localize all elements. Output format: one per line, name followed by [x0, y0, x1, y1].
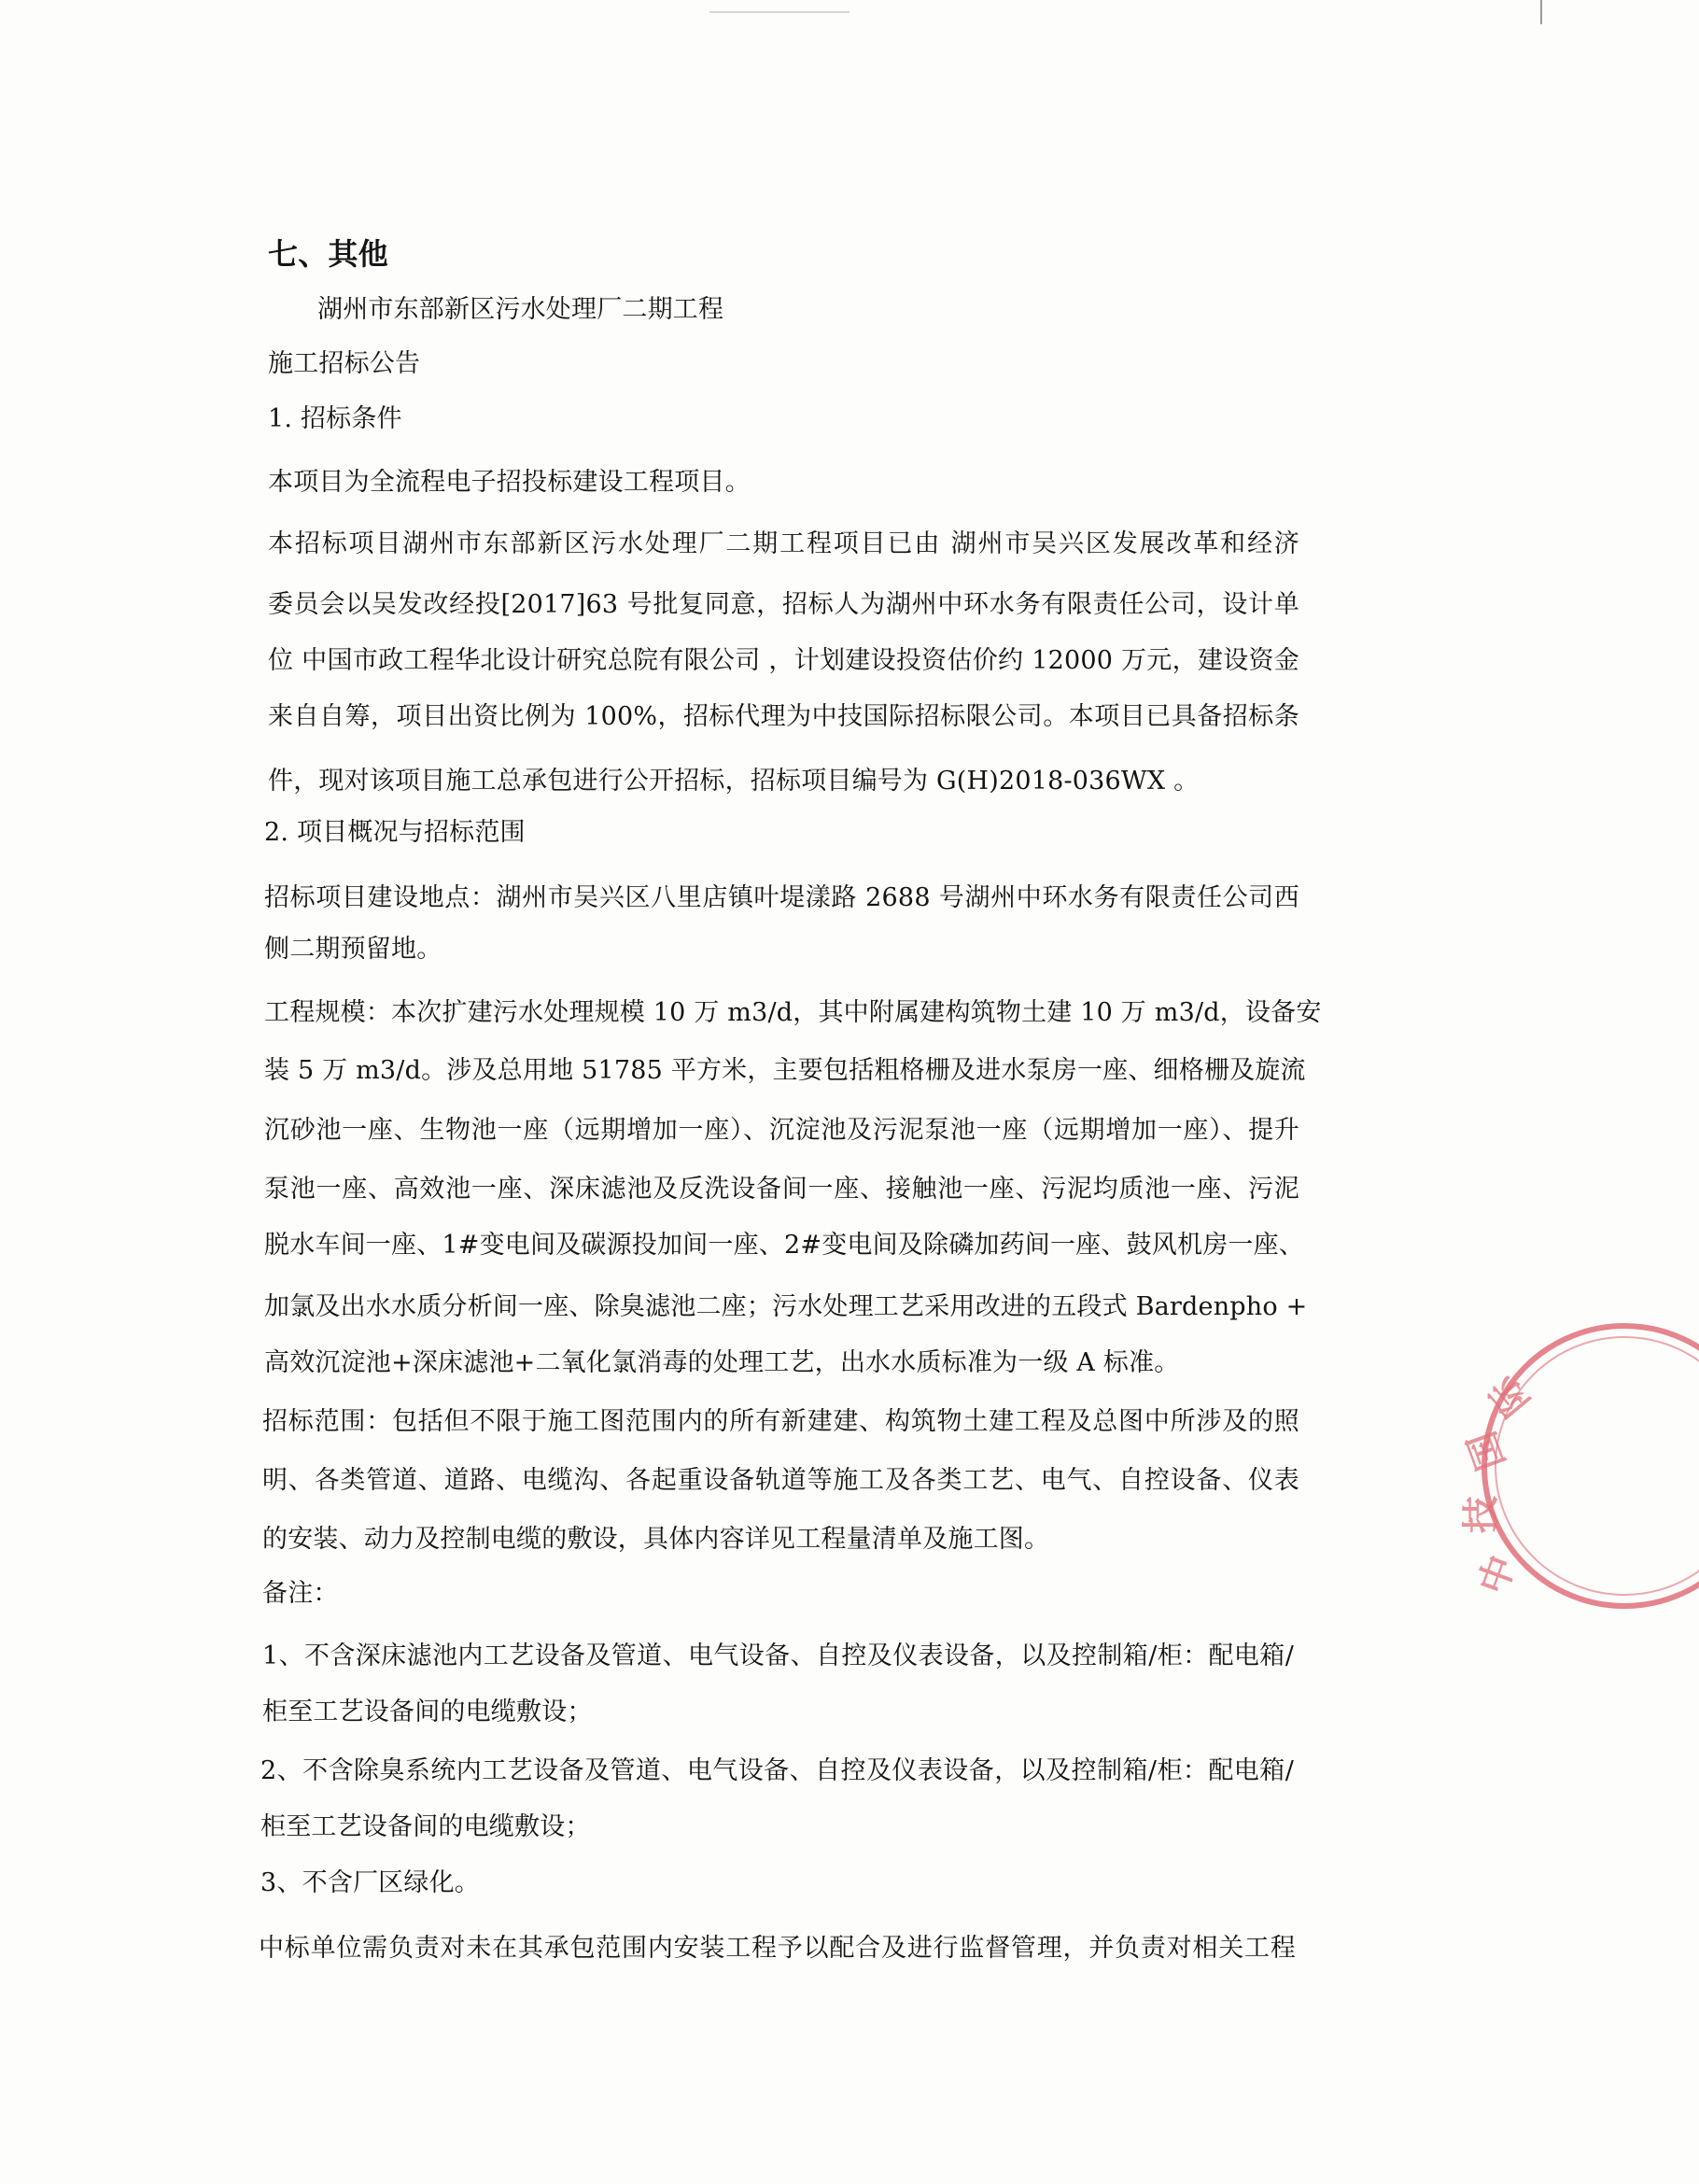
remark-line: 柜至工艺设备间的电缆敷设；	[260, 1812, 591, 1841]
svg-text:国: 国	[1460, 1425, 1514, 1476]
paragraph-line: 侧二期预留地。	[264, 935, 442, 964]
paragraph-line: 位 中国市政工程华北设计研究总院有限公司 ，计划建设投资估价约 12000 万元，建设资金	[268, 646, 1299, 675]
paragraph-line: 泵池一座、高效池一座、深床滤池及反洗设备间一座、接触池一座、污泥均质池一座、污泥	[264, 1175, 1299, 1204]
remark-line: 3、不含厂区绿化。	[260, 1868, 480, 1897]
seal-stamp	[1460, 1317, 1699, 1625]
project-name: 湖州市东部新区污水处理厂二期工程	[317, 295, 724, 324]
paragraph-line: 工程规模：本次扩建污水处理规模 10 万 m3/d，其中附属建构筑物土建 10 万 m3/d，设备安	[264, 998, 1322, 1027]
paragraph-line: 本招标项目湖州市东部新区污水处理厂二期工程项目已由 湖州市吴兴区发展改革和经济	[268, 529, 1299, 558]
svg-text:技: 技	[1460, 1496, 1503, 1533]
section-heading: 1. 招标条件	[268, 404, 402, 433]
section-title: 七、其他	[268, 236, 388, 272]
paragraph-line: 招标范围：包括但不限于施工图范围内的所有新建建、构筑物土建工程及总图中所涉及的照	[262, 1407, 1299, 1436]
svg-text:中: 中	[1471, 1550, 1525, 1600]
remark-line: 1、不含深床滤池内工艺设备及管道、电气设备、自控及仪表设备，以及控制箱/柜：配电箱/	[262, 1642, 1294, 1670]
paragraph-line: 的安装、动力及控制电缆的敷设，具体内容详见工程量清单及施工图。	[262, 1525, 1050, 1554]
paragraph-line: 明、各类管道、道路、电缆沟、各起重设备轨道等施工及各类工艺、电气、自控设备、仪表	[262, 1466, 1299, 1495]
closing-line: 中标单位需负责对未在其承包范围内安装工程予以配合及进行监督管理，并负责对相关工程	[259, 1934, 1296, 1963]
section-heading: 2. 项目概况与招标范围	[264, 818, 526, 847]
paragraph-line: 件，现对该项目施工总承包进行公开招标，招标项目编号为 G(H)2018-036WX 。	[268, 767, 1200, 796]
paragraph-line: 脱水车间一座、1#变电间及碳源投加间一座、2#变电间及除磷加药间一座、鼓风机房一座、	[264, 1231, 1305, 1260]
paragraph-line: 来自自筹，项目出资比例为 100%，招标代理为中技国际招标限公司。本项目已具备招标条	[268, 702, 1299, 731]
scan-faint-mark	[709, 11, 850, 13]
notice-title: 施工招标公告	[268, 349, 421, 378]
paragraph-line: 招标项目建设地点：湖州市吴兴区八里店镇叶堤漾路 2688 号湖州中环水务有限责任公司西	[264, 883, 1299, 912]
paragraph-line: 本项目为全流程电子招投标建设工程项目。	[268, 468, 751, 497]
paragraph-line: 沉砂池一座、生物池一座（远期增加一座）、沉淀池及污泥泵池一座（远期增加一座）、提升	[264, 1116, 1299, 1145]
scan-edge-mark	[1540, 0, 1542, 24]
remark-line: 2、不含除臭系统内工艺设备及管道、电气设备、自控及仪表设备，以及控制箱/柜：配电箱/	[260, 1756, 1294, 1785]
paragraph-line: 委员会以吴发改经投[2017]63 号批复同意，招标人为湖州中环水务有限责任公司，设计单	[268, 590, 1299, 619]
remarks-label: 备注：	[262, 1579, 339, 1608]
paragraph-line: 装 5 万 m3/d。涉及总用地 51785 平方米，主要包括粗格栅及进水泵房一座、细格栅及旋流	[264, 1056, 1306, 1085]
paragraph-line: 加氯及出水水质分析间一座、除臭滤池二座；污水处理工艺采用改进的五段式 Bardenpho +	[264, 1292, 1308, 1321]
svg-text:际: 际	[1481, 1367, 1538, 1425]
paragraph-line: 高效沉淀池+深床滤池+二氧化氯消毒的处理工艺，出水水质标准为一级 A 标准。	[264, 1348, 1180, 1377]
remark-line: 柜至工艺设备间的电缆敷设；	[262, 1698, 593, 1726]
